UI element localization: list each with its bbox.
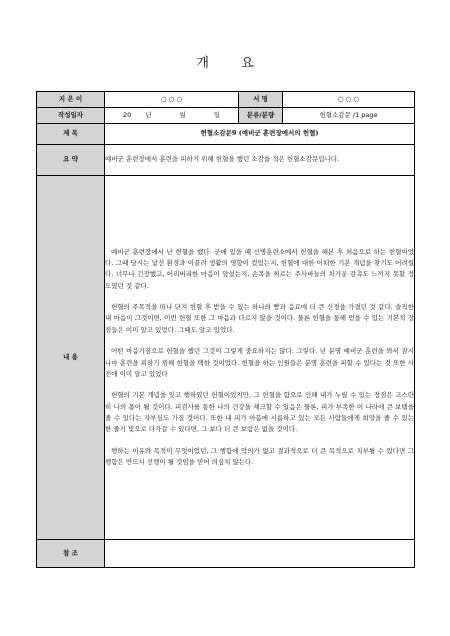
overview-form-table [36, 91, 415, 568]
content-row [37, 176, 415, 540]
page-title-char-1: 개 [196, 56, 209, 71]
category-value: 헌혈소감문 /1 page [283, 108, 415, 124]
content-paragraph: 어떤 마음가짐으로 헌혈을 했던 그것이 그렇게 중요하지는 않다. 그렇다. 난 분명 예비군 훈련을 와서 잠시나마 훈련을 피하기 위해 헌혈을 택한 것이었다. 헌혈을 하는 인원들은 분명 훈련을 피할 수 있다는 것 또한 사전에 이미 알고 있었다 [105, 347, 414, 378]
content-paragraph: 헌혈의 주목적을 떠나 단지 헌혈 후 받을 수 있는 하나의 빵과 음료에 더 큰 신경을 가졌던 것 같다. 솔직한 내 마음이 그것이면, 이번 헌혈 또한 그 마음과 다르지 않을 것이다. 물론 헌혈을 통해 얻을 수 있는 기본적 장점들은 이미 알고 있었다. 그때도 알고 있었다. [105, 303, 414, 334]
summary-value: 예비군 훈련장에서 훈련을 피하기 위해 헌혈을 했던 소감을 적은 헌혈소감문입니다. [105, 145, 415, 176]
subject-value: 헌혈소감문9 (예비군 훈련장에서의 헌혈) [105, 124, 415, 145]
date-month-unit: 월 [179, 110, 186, 119]
content-paragraph: 행하는 이유와 목적이 무엇이었던, 그 행함에 악의가 없고 결과적으로 더 큰 목적으로 치부될 수 있다면 그 행함은 반드시 선행이 될 것임을 믿어 의심치 않는다. [105, 446, 414, 467]
reference-row [37, 540, 415, 568]
content-paragraph: 헌혈의 기본 개념을 잊고 행하였던 헌혈이었지만, 그 헌혈을 함으로 인해 내가 누릴 수 있는 장점은 고스란히 나의 몫이 될 것이다. 피검사를 통한 나의 건강을 체크할 수 있음은 물론, 피가 부족한 이 나라에 큰 보탬을 줄 수 있다는 자부심도 가질 것이다. 또한 내 피가 아픔에 시름하고 있는 모든 사람들에게 희망을 줄 수 있는 한 줄기 빛으로 다가갈 수 있다면, 그 보다 더 큰 보람은 없을 것이다. [105, 391, 414, 434]
content-label: 내 용 [37, 176, 105, 540]
summary-label: 요 약 [37, 145, 105, 176]
date-year: 20 [122, 110, 132, 119]
page-title [0, 52, 450, 71]
author-label: 지 은 이 [37, 92, 105, 108]
signature-value: ○ ○ ○ [283, 92, 415, 108]
page-title-char-2: 요 [241, 56, 254, 71]
content-body [105, 176, 415, 540]
subject-label: 제 목 [37, 124, 105, 145]
summary-row [37, 145, 415, 176]
content-paragraph: 예비군 훈련장에서 난 헌혈을 했다. 군에 있을 때 신병훈련소에서 헌혈을 해본 후 처음으로 하는 헌혈이었다. 그때 당시는 낯선 환경과 이끌려 생활의 영향이 컸었는지, 헌혈에 대한 어떠한 기본 개념을 찾기도 어려웠다. 너무나 긴장했고, 어리버리한 마음이 앞섰는지, 손목을 찌르는 주사바늘의 차가운 감촉도 느끼지 못할 정도였던 것 같다. [105, 247, 414, 290]
date-year-unit: 년 [145, 110, 152, 119]
author-row [37, 92, 415, 108]
date-row [37, 108, 415, 124]
category-label: 분류/분량 [239, 108, 283, 124]
author-value: ○ ○ ○ [105, 92, 239, 108]
subject-row [37, 124, 415, 145]
date-day-unit: 일 [213, 110, 221, 119]
date-label: 작성일자 [37, 108, 105, 124]
date-value [105, 108, 239, 124]
reference-value [105, 540, 415, 568]
reference-label: 참 조 [37, 540, 105, 568]
signature-label: 서 명 [239, 92, 283, 108]
